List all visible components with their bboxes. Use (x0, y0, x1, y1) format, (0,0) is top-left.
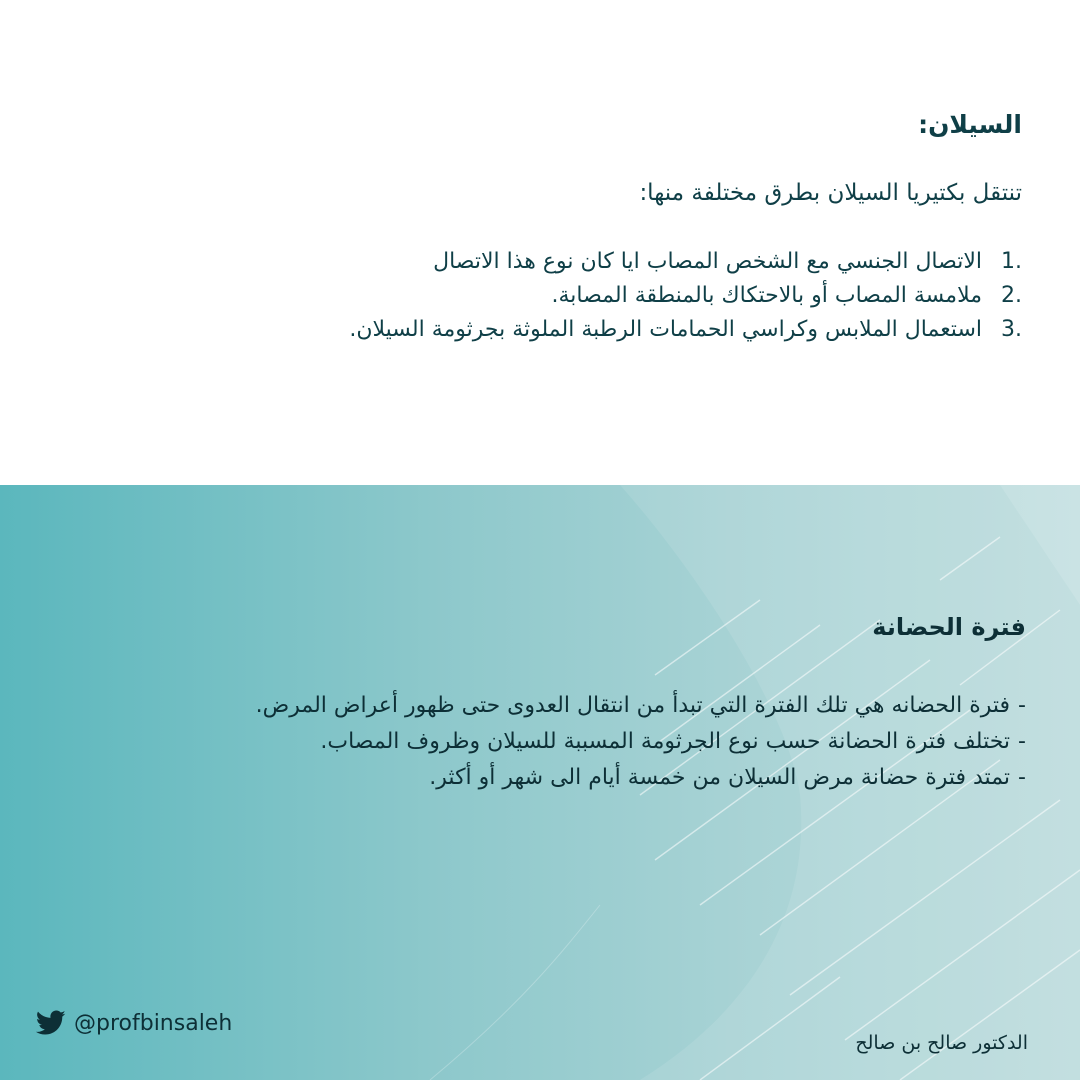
list-item-text: تمتد فترة حضانة مرض السيلان من خمسة أيام الى شهر أو أكثر. (429, 765, 1011, 790)
dash-bullet: - (1018, 729, 1026, 754)
list-number: 1. (1001, 249, 1022, 274)
section1-intro: تنتقل بكتيريا السيلان بطرق مختلفة منها: (639, 180, 1022, 206)
list-item (256, 688, 1026, 724)
list-item-text: ملامسة المصاب أو بالاحتكاك بالمنطقة المصابة. (551, 283, 982, 308)
top-panel (0, 0, 1080, 485)
list-item (349, 245, 1022, 279)
list-number: 3. (1001, 317, 1022, 342)
incubation-list (256, 688, 1026, 796)
list-item (256, 760, 1026, 796)
list-item-text: الاتصال الجنسي مع الشخص المصاب ايا كان نوع هذا الاتصال (433, 249, 982, 274)
handle-text: @profbinsaleh (74, 1010, 233, 1036)
list-item-text: فترة الحضانه هي تلك الفترة التي تبدأ من انتقال العدوى حتى ظهور أعراض المرض. (255, 693, 1011, 718)
twitter-bird-icon (36, 1010, 66, 1036)
transmission-list (349, 245, 1022, 347)
dash-bullet: - (1018, 693, 1026, 718)
section1-title: السيلان: (918, 110, 1022, 139)
list-number: 2. (1001, 283, 1022, 308)
list-item (349, 279, 1022, 313)
section2-title: فترة الحضانة (872, 613, 1026, 641)
list-item (349, 313, 1022, 347)
twitter-handle[interactable] (36, 1010, 232, 1036)
list-item-text: استعمال الملابس وكراسي الحمامات الرطبة الملوثة بجرثومة السيلان. (349, 317, 982, 342)
author-name: الدكتور صالح بن صالح (855, 1032, 1028, 1054)
dash-bullet: - (1018, 765, 1026, 790)
list-item (256, 724, 1026, 760)
list-item-text: تختلف فترة الحضانة حسب نوع الجرثومة المسببة للسيلان وظروف المصاب. (320, 729, 1011, 754)
